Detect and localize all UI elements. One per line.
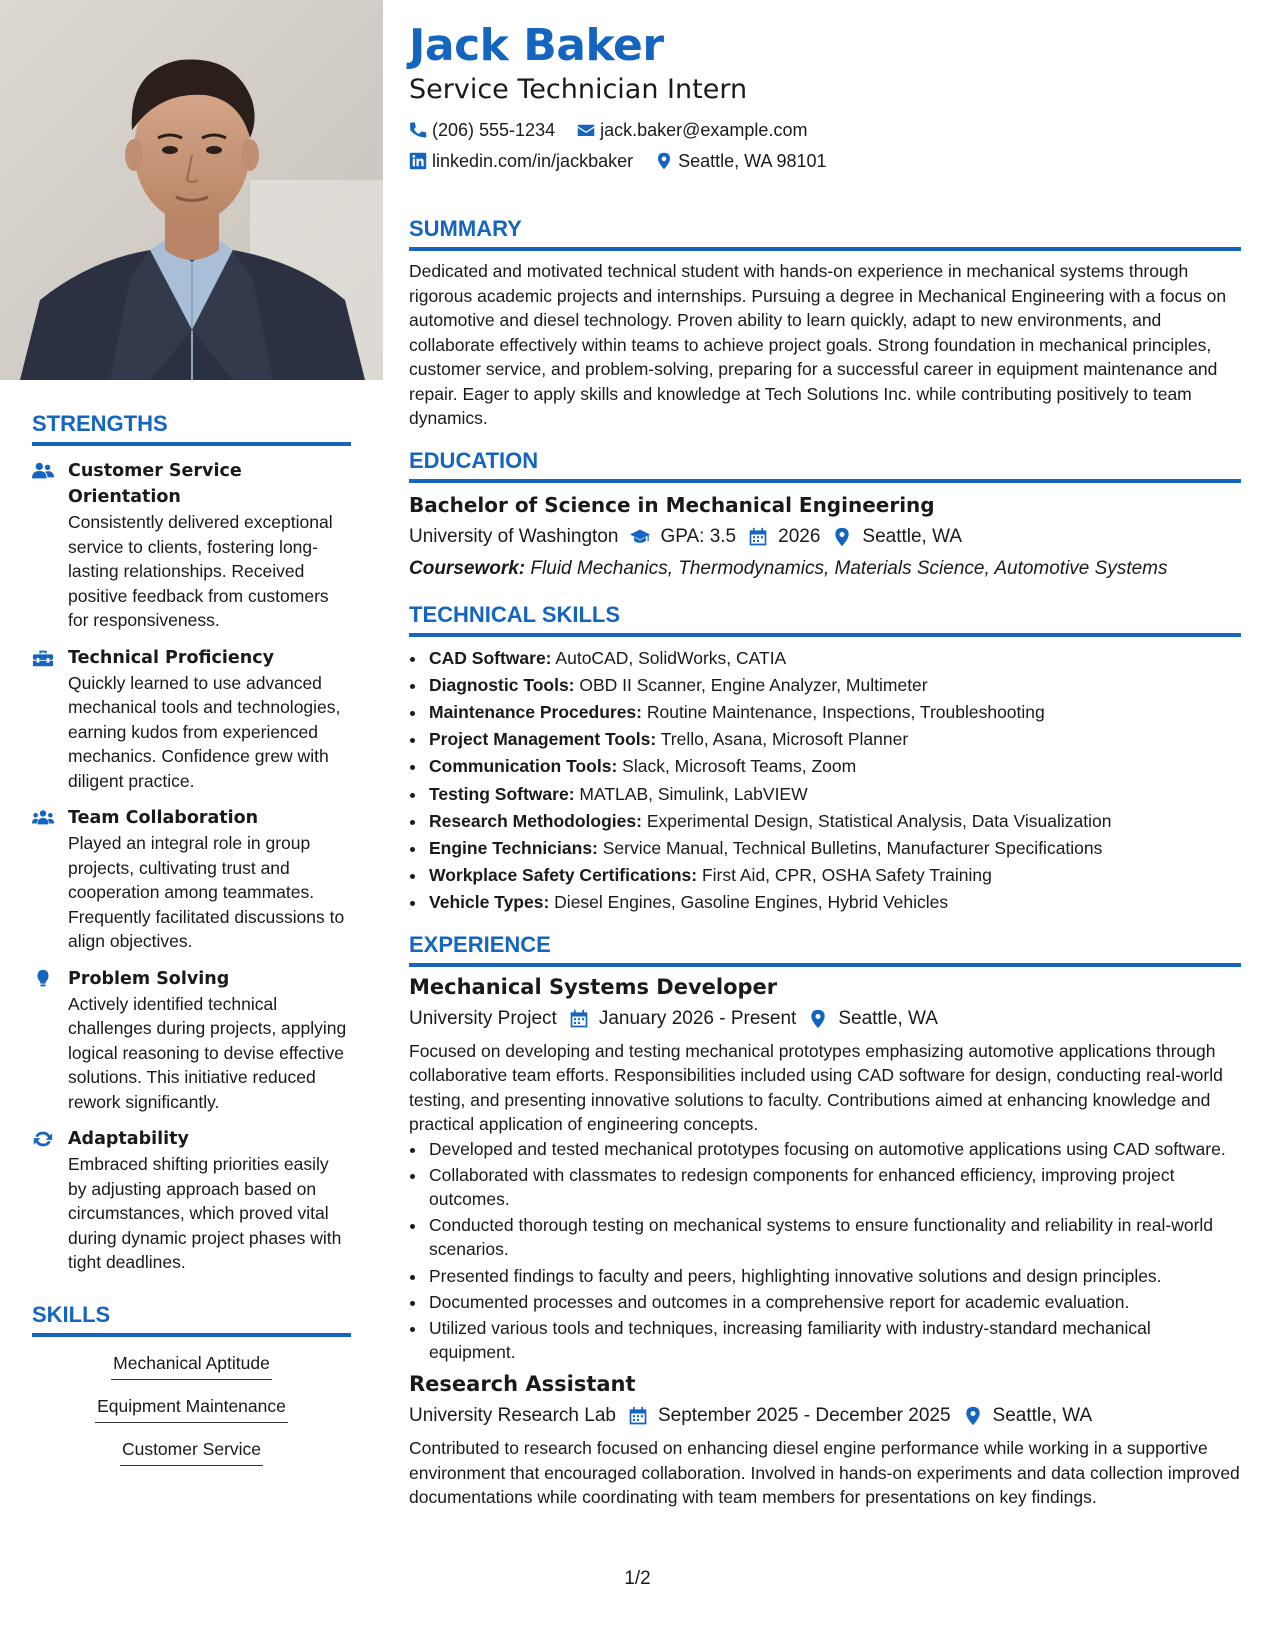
map-pin-icon — [655, 152, 673, 170]
map-pin-icon — [963, 1406, 983, 1426]
strength-title: Team Collaboration — [68, 808, 259, 828]
envelope-icon — [577, 121, 595, 139]
strength-desc: Quickly learned to use advanced mechanical tools and technologies, earning kudos from experienced mechanics. Confidence grew with diligent practice. — [68, 672, 341, 791]
strength-desc: Played an integral role in group projects, cultivating trust and cooperation among teammates. Frequently facilitated discussions to align objectives. — [68, 833, 345, 951]
list-item: • Utilized various tools and techniques, increasing familiarity with industry-standard mechanical equipment. — [427, 1316, 1241, 1364]
map-pin-icon — [832, 527, 852, 547]
list-item: • Developed and tested mechanical prototypes focusing on automotive applications using CAD software. — [427, 1137, 1241, 1161]
summary-text: Dedicated and motivated technical student with hands-on experience in mechanical systems through rigorous academic projects and internships. Pursuing a degree in Mechanical Engineering with a focus on automotive and diesel technology. Proven ability to learn quickly, adapt to new environments, and collaborate effectively within teams to achieve project goals. Strong foundation in mechanical principles, customer service, and problem-solving, preparing for a successful career in equipment maintenance and repair. Eager to apply skills and knowledge at Tech Solutions Inc. while contributing positively to team dynamics. — [409, 261, 1227, 428]
team-icon — [32, 808, 54, 828]
strength-item — [32, 805, 351, 954]
strengths-section — [32, 410, 351, 1466]
skill-tag: Mechanical Aptitude — [32, 1351, 351, 1380]
list-item: • Workplace Safety Certifications: First Aid, CPR, OSHA Safety Training — [427, 862, 1241, 889]
profile-photo — [0, 0, 383, 380]
contact-row — [409, 116, 1241, 144]
phone-contact: (206) 555-1234 — [409, 116, 555, 144]
list-item: • Testing Software: MATLAB, Simulink, LabVIEW — [427, 781, 1241, 808]
experience-title: EXPERIENCE — [409, 931, 1241, 967]
job-entry — [409, 975, 1241, 1365]
strength-desc: Consistently delivered exceptional service to clients, fostering long-lasting relationships. Received positive feedback from customers for responsiveness. — [68, 512, 333, 630]
strength-title: Technical Proficiency — [68, 647, 274, 668]
school-name: University of Washington — [409, 525, 619, 547]
job-meta — [409, 1402, 1241, 1430]
phone-icon — [409, 121, 427, 139]
candidate-name: Jack Baker — [409, 20, 664, 71]
users-icon — [32, 461, 54, 481]
job-location: Seattle, WA — [992, 1405, 1093, 1427]
list-item: • CAD Software: AutoCAD, SolidWorks, CATIA — [427, 645, 1241, 672]
strength-desc: Actively identified technical challenges during projects, applying logical reasoning to devise effective solutions. This initiative reduced rework significantly. — [68, 993, 347, 1112]
list-item: • Communication Tools: Slack, Microsoft Teams, Zoom — [427, 753, 1241, 780]
education-title: EDUCATION — [409, 447, 1241, 483]
education-section — [409, 447, 1241, 583]
summary-title: SUMMARY — [409, 215, 1241, 251]
strength-title: Problem Solving — [68, 968, 230, 989]
strength-item — [32, 966, 351, 1115]
technical-skills-title: TECHNICAL SKILLS — [409, 601, 1241, 637]
left-column — [0, 0, 383, 1650]
technical-skills-section — [409, 601, 1241, 917]
job-entry — [409, 1372, 1241, 1510]
calendar-icon — [748, 527, 768, 547]
skills-title: SKILLS — [32, 1301, 351, 1337]
strength-title: Adaptability — [68, 1129, 189, 1149]
email-contact[interactable]: jack.baker@example.com — [577, 116, 807, 144]
location-contact: Seattle, WA 98101 — [655, 147, 826, 175]
job-dates: September 2025 - December 2025 — [657, 1405, 951, 1427]
job-org: University Research Lab — [409, 1405, 616, 1427]
lightbulb-icon — [32, 969, 54, 989]
portrait-illustration — [0, 0, 383, 380]
calendar-icon — [569, 1009, 589, 1029]
list-item: • Project Management Tools: Trello, Asana, Microsoft Planner — [427, 726, 1241, 753]
list-item: • Diagnostic Tools: OBD II Scanner, Engine Analyzer, Multimeter — [427, 672, 1241, 699]
graduation-cap-icon — [630, 527, 650, 547]
strength-item — [32, 1126, 351, 1275]
contact-row — [409, 147, 1241, 175]
linkedin-icon — [409, 152, 427, 170]
job-description: Contributed to research focused on enhancing diesel engine performance while working in a supportive environment that encouraged collaboration. Involved in hands-on experiments and data collection improved documentations while coordinating with team members for presentations on key findings. — [409, 1438, 1240, 1508]
right-column — [409, 0, 1241, 1510]
education-meta — [409, 523, 1241, 551]
degree: Bachelor of Science in Mechanical Engineering — [409, 492, 935, 517]
experience-section — [409, 931, 1241, 1510]
job-description: Focused on developing and testing mechanical prototypes emphasizing automotive applications through collaborative team efforts. Responsibilities included using CAD software for design, conducting real-world testing, and presenting innovative solutions to faculty. Contributions aimed at enhancing knowledge and practical application of engineering concepts. — [409, 1040, 1223, 1135]
job-role: Mechanical Systems Developer — [409, 974, 778, 999]
school-location: Seattle, WA — [862, 525, 963, 547]
job-dates: January 2026 - Present — [598, 1007, 797, 1029]
linkedin-contact[interactable]: linkedin.com/in/jackbaker — [409, 147, 633, 175]
skill-tag: Customer Service — [32, 1437, 351, 1466]
job-org: University Project — [409, 1007, 557, 1029]
list-item: • Collaborated with classmates to redesign components for enhanced efficiency, improving project outcomes. — [427, 1163, 1241, 1211]
strengths-title: STRENGTHS — [32, 410, 351, 446]
list-item: • Research Methodologies: Experimental Design, Statistical Analysis, Data Visualization — [427, 808, 1241, 835]
strength-desc: Embraced shifting priorities easily by adjusting approach based on circumstances, which proved vital during dynamic project phases with tight deadlines. — [68, 1154, 342, 1272]
toolbox-icon — [32, 648, 54, 668]
gpa: GPA: 3.5 — [660, 525, 737, 547]
technical-skills-list — [409, 645, 1241, 917]
strength-item — [32, 458, 351, 633]
job-bullets — [409, 1137, 1241, 1365]
job-role: Research Assistant — [409, 1372, 636, 1397]
list-item: • Vehicle Types: Diesel Engines, Gasoline Engines, Hybrid Vehicles — [427, 889, 1241, 916]
list-item: • Maintenance Procedures: Routine Maintenance, Inspections, Troubleshooting — [427, 699, 1241, 726]
list-item: • Engine Technicians: Service Manual, Technical Bulletins, Manufacturer Specifications — [427, 835, 1241, 862]
skill-tag: Equipment Maintenance — [32, 1394, 351, 1423]
skills-section — [32, 1301, 351, 1466]
list-item: • Documented processes and outcomes in a comprehensive report for academic evaluation. — [427, 1290, 1241, 1314]
sync-icon — [32, 1129, 54, 1149]
summary-section — [409, 215, 1241, 431]
list-item: • Conducted thorough testing on mechanical systems to ensure functionality and reliability in real-world scenarios. — [427, 1213, 1241, 1261]
graduation-year: 2026 — [778, 525, 821, 547]
calendar-icon — [628, 1406, 648, 1426]
coursework: Coursework: Fluid Mechanics, Thermodynamics, Materials Science, Automotive Systems — [409, 557, 1168, 579]
job-location: Seattle, WA — [838, 1007, 938, 1029]
page-number: 1/2 — [624, 1568, 651, 1589]
strength-item — [32, 645, 351, 794]
job-meta — [409, 1005, 1241, 1033]
strength-title: Customer Service Orientation — [68, 461, 242, 507]
job-title: Service Technician Intern — [409, 74, 748, 105]
list-item: • Presented findings to faculty and peers, highlighting innovative solutions and design principles. — [427, 1264, 1241, 1288]
map-pin-icon — [808, 1009, 828, 1029]
